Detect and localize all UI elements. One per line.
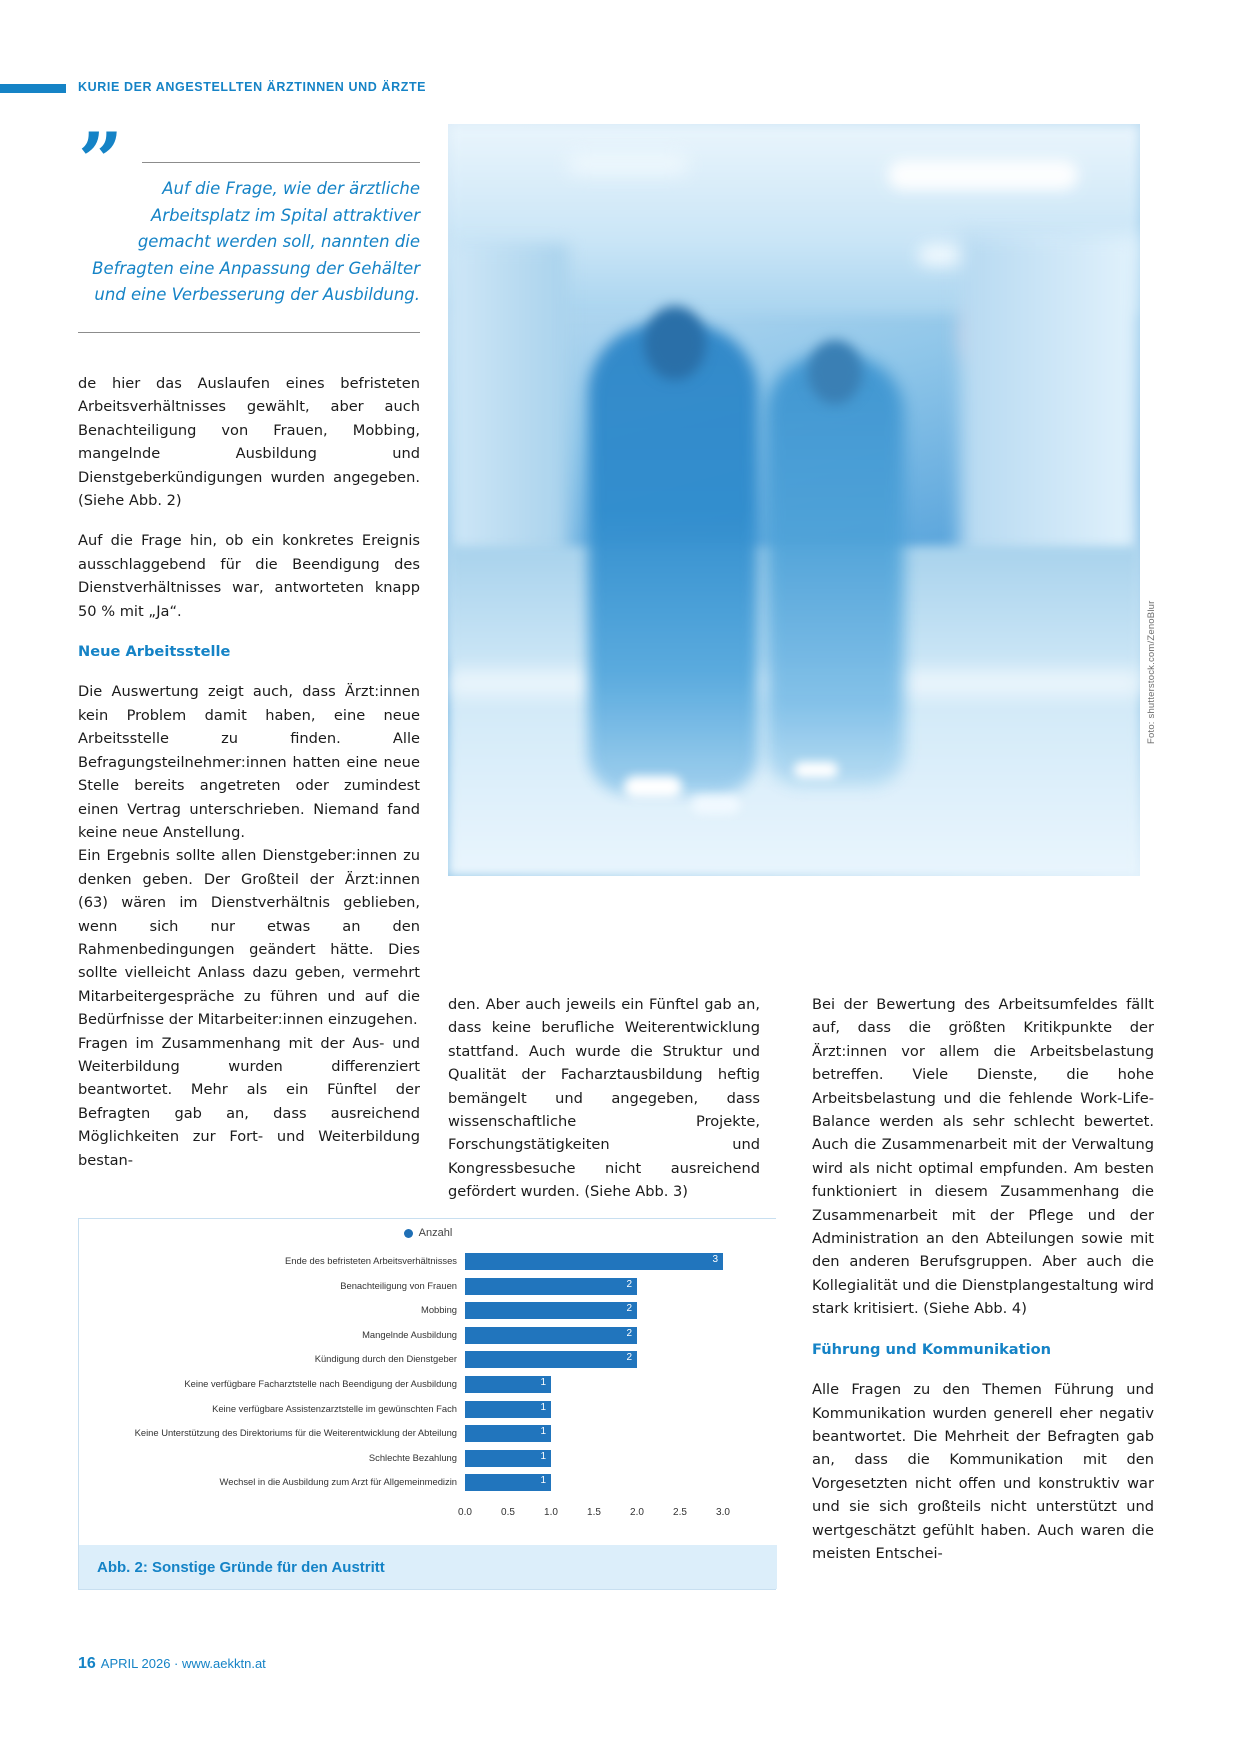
chart-category-label: Keine verfügbare Facharztstelle nach Beendigung der Ausbildung [184,1378,457,1389]
chart-bar-value: 3 [712,1254,718,1265]
chart-bar-value: 2 [626,1352,632,1364]
chart-bar [465,1327,637,1344]
quote-mark-icon: ” [78,116,123,207]
chart-bar [465,1302,637,1319]
chart-bar-row [340,1278,723,1295]
body-column-3 [812,993,1154,1565]
figure-abb-2 [78,1218,776,1590]
chart-bar-row [285,1253,723,1270]
chart-x-axis [458,1503,730,1523]
photo-shoe-a [624,776,682,798]
chart-category-label: Mobbing [421,1304,457,1316]
header-accent-rule [0,84,66,93]
photo-figure-foreground-head [644,306,706,380]
subheading-fuehrung-kommunikation: Führung und Kommunikation [812,1340,1052,1358]
chart-bar-row [134,1425,723,1442]
hospital-corridor-photo [448,124,1140,876]
bar-chart [79,1219,777,1547]
chart-bar-value: 1 [540,1377,546,1388]
paragraph: Ein Ergebnis sollte allen Dienstgeber:innen zu denken geben. Der Großteil der Ärzt:innen (63) wären im Dienstverhältnis geblieben, wenn sich nur etwas an den Rahmenbedingungen geändert hätte. Dies sollte vielleicht Anlass dazu geben, vermehrt Mitarbeitergespräche zu führen und auf die Bedürfnisse der Mitarbeiter:innen einzugehen. [78,847,420,1029]
chart-bar [465,1474,551,1491]
paragraph: Auf die Frage hin, ob ein konkretes Ereignis ausschlaggebend für die Beendigung des Dienstverhältnisses war, antworteten knapp 50 % mit „Ja“. [78,532,420,620]
photo-shoe-b [692,796,740,814]
page-footer [78,1655,266,1673]
body-column-2 [448,993,760,1221]
quote-divider-bottom [78,332,420,333]
chart-bar-value: 1 [540,1426,546,1438]
chart-bar-row [362,1327,723,1344]
figure-caption: Abb. 2: Sonstige Gründe für den Austritt [79,1545,777,1589]
paragraph: Alle Fragen zu den Themen Führung und Kommunikation wurden generell eher negativ beantwortet. Die Mehrheit der Befragten gab an, dass die Kommunikation mit den Vorgesetzten nicht offen und konstruktiv war und sie sich großteils nicht unterstützt und wertgeschätzt gefühlt haben. Auch waren die meisten Entschei- [812,1381,1154,1562]
paragraph: den. Aber auch jeweils ein Fünftel gab an, dass keine berufliche Weiterentwicklung stattfand. Auch wurde die Struktur und Qualität der Facharztausbildung heftig bemängelt und angegeben, dass wissenschaftliche Projekte, Forschungstätigkeiten und Kongressbesuche nicht ausreichend gefördert wurden. (Siehe Abb. 3) [448,996,760,1201]
chart-bar [465,1376,551,1393]
chart-x-tick-label: 1.5 [587,1507,601,1518]
chart-bar-value: 2 [626,1278,632,1290]
photo-figure-background [766,356,904,786]
chart-bar [465,1278,637,1295]
chart-bar [465,1401,551,1418]
photo-shoe-c [794,762,838,778]
chart-category-label: Schlechte Bezahlung [368,1451,457,1463]
chart-category-label: Keine verfügbare Assistenzarztstelle im gewünschten Fach [212,1402,457,1414]
footer-text: APRIL 2026 · www.aekktn.at [100,1656,266,1671]
chart-bar-row [368,1450,723,1467]
chart-bar [465,1425,551,1442]
chart-bar-value: 2 [626,1327,632,1339]
chart-bar-row [212,1401,723,1418]
chart-bar [465,1450,551,1467]
chart-x-tick-label: 3.0 [716,1507,730,1518]
chart-bar [465,1253,723,1270]
chart-bar [465,1351,637,1368]
legend-label: Anzahl [418,1227,453,1240]
paragraph: Die Auswertung zeigt auch, dass Ärzt:innen kein Problem damit haben, eine neue Arbeitsstelle zu finden. Alle Befragungsteilnehmer:innen hatten eine neue Stelle bereits angetreten oder zumindest einen Vertrag unterschrieben. Niemand fand keine neue Anstellung. [78,683,420,841]
chart-bar-row [421,1302,723,1319]
paragraph: Bei der Bewertung des Arbeitsumfeldes fällt auf, dass die größten Kritikpunkte der Ärzt:innen vor allem die Arbeitsbelastung betreffen. Viele Dienste, die hohe Arbeitsbelastung und die fehlende Work-Life-Balance werden als sehr schlecht bewertet. Auch die Zusammenarbeit mit der Verwaltung wird als nicht optimal empfunden. Am besten funktioniert in diesem Zusammenhang die Zusammenarbeit mit der Pflege und der Administration an den Abteilungen sowie mit den anderen Berufsgruppen. Aber auch die Kollegialität und die Dienstplangestaltung wird stark kritisiert. (Siehe Abb. 4) [812,996,1154,1318]
chart-category-label: Wechsel in die Ausbildung zum Arzt für Allgemeinmedizin [219,1476,457,1488]
chart-category-label: Mangelnde Ausbildung [362,1328,457,1340]
chart-x-tick-label: 2.5 [673,1507,687,1518]
chart-x-tick-label: 1.0 [544,1507,558,1518]
photo-light-main [888,160,1078,190]
quote-divider-top [142,162,420,163]
page-number: 16 [78,1655,96,1672]
chart-plot-area [134,1253,723,1503]
paragraph: Fragen im Zusammenhang mit der Aus- und Weiterbildung wurden differenziert beantwortet. Mehr als ein Fünftel der Befragten gab an, dass ausreichend Möglichkeiten zur Fort- und Weiterbildung bestan- [78,1034,420,1169]
paragraph: de hier das Auslaufen eines befristeten Arbeitsverhältnisses gewählt, aber auch Benachteiligung von Frauen, Mobbing, mangelnde Ausbildung und Dienstgeberkündigungen wurden angegeben. (Siehe Abb. 2) [78,375,420,510]
chart-bar-value: 1 [540,1401,546,1413]
photo-figure-foreground [588,324,758,794]
chart-bar-row [184,1376,723,1393]
page-header [0,80,1241,96]
chart-category-label: Keine Unterstützung des Direktoriums für die Weiterentwicklung der Abteilung [134,1427,457,1439]
chart-bar-value: 1 [540,1475,546,1487]
chart-bar-value: 1 [540,1450,546,1462]
photo-light-left [568,154,688,174]
pull-quote-text: Auf die Frage, wie der ärztliche Arbeitsplatz im Spital attraktiver gemacht werden soll, nannten die Befragten eine Anpassung der Gehälter und eine Verbesserung der Ausbildung. [92,179,420,304]
body-column-1 [78,372,420,1172]
subheading-neue-arbeitsstelle: Neue Arbeitsstelle [78,643,231,661]
chart-category-label: Benachteiligung von Frauen [340,1279,457,1291]
photo-figure-background-head [808,340,862,404]
chart-category-label: Kündigung durch den Dienstgeber [314,1353,457,1365]
chart-legend [79,1227,777,1239]
chart-x-tick-label: 0.5 [501,1507,515,1518]
chart-bar-value: 2 [626,1303,632,1315]
legend-color-swatch [404,1229,413,1238]
chart-x-tick-label: 0.0 [458,1507,472,1518]
chart-category-label: Ende des befristeten Arbeitsverhältnisses [285,1255,457,1266]
photo-credit: Foto: shutterstock.com/ZenoBlur [1146,600,1157,744]
chart-x-tick-label: 2.0 [630,1507,644,1518]
chart-bar-row [219,1474,723,1491]
section-title: KURIE DER ANGESTELLTEN ÄRZTINNEN UND ÄRZTE [78,80,427,94]
chart-bar-row [314,1351,723,1368]
